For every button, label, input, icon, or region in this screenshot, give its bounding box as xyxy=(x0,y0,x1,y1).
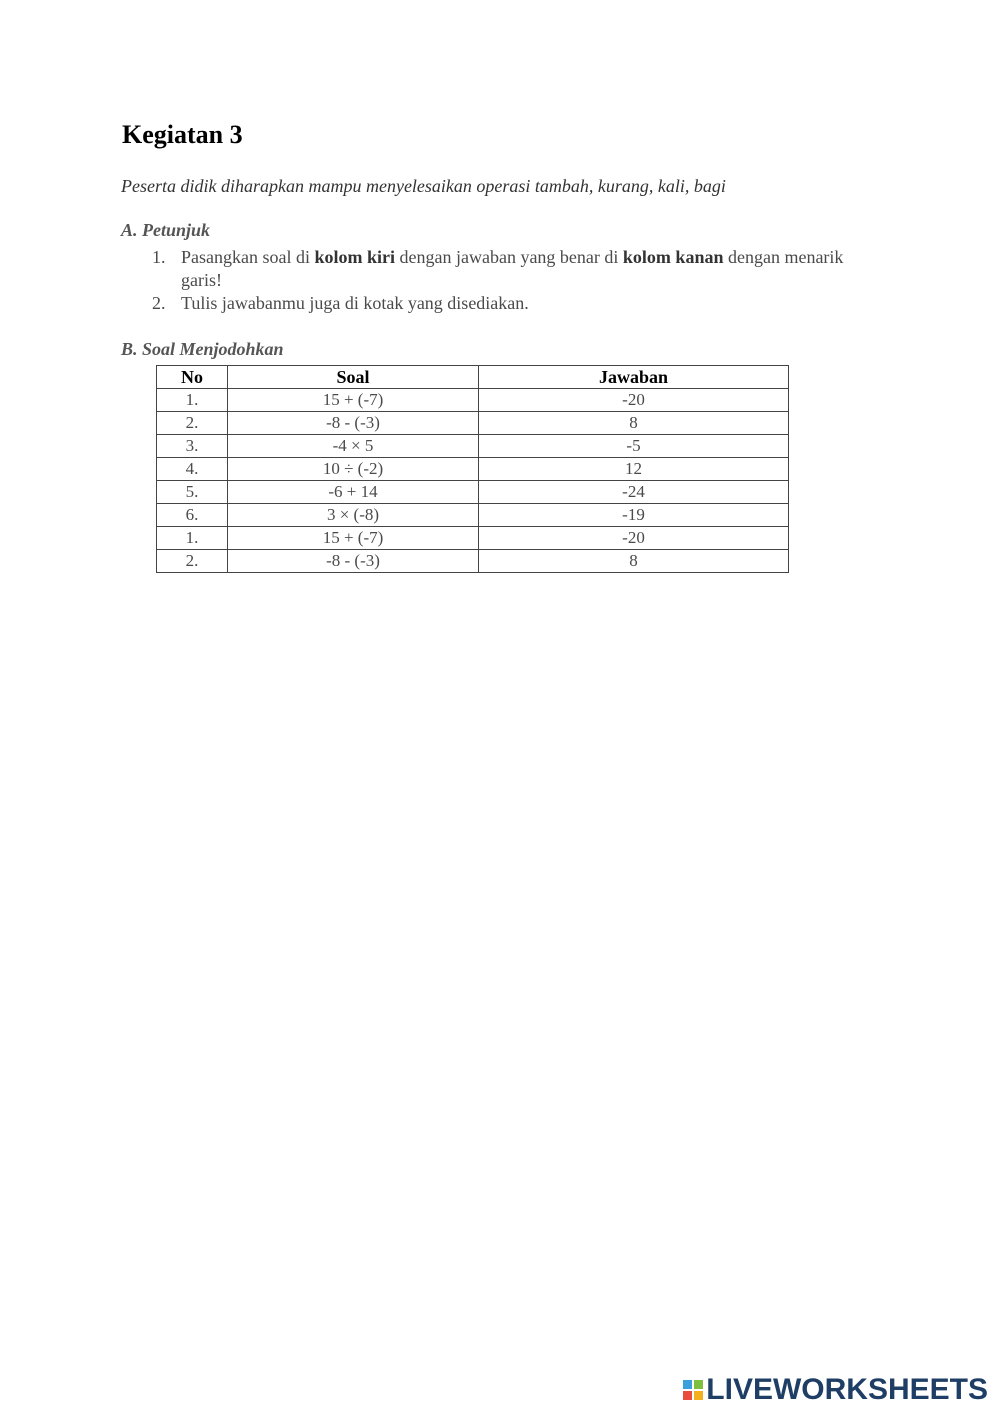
logo-square xyxy=(683,1391,692,1400)
instruction-text xyxy=(181,246,872,292)
logo-square xyxy=(683,1380,692,1389)
table-header-row xyxy=(157,366,789,389)
question-cell[interactable]: -4 × 5 xyxy=(228,435,479,458)
header-soal: Soal xyxy=(228,366,479,389)
instruction-text-part: dengan menarik garis! xyxy=(181,247,844,290)
instruction-item xyxy=(152,292,872,315)
answer-cell[interactable]: -5 xyxy=(479,435,789,458)
instruction-item xyxy=(152,246,872,292)
section-b-heading: B. Soal Menjodohkan xyxy=(121,339,284,359)
table-row xyxy=(157,481,789,504)
question-cell[interactable]: 3 × (-8) xyxy=(228,504,479,527)
table-row xyxy=(157,527,789,550)
logo-square xyxy=(694,1391,703,1400)
row-number: 6. xyxy=(157,504,228,527)
instruction-text: Tulis jawabanmu juga di kotak yang disediakan. xyxy=(181,293,529,313)
liveworksheets-logo-icon xyxy=(683,1380,703,1400)
row-number: 1. xyxy=(157,527,228,550)
row-number: 3. xyxy=(157,435,228,458)
instruction-text-part: Pasangkan soal di xyxy=(181,247,315,267)
matching-table xyxy=(156,365,789,573)
intro-text: Peserta didik diharapkan mampu menyelesaikan operasi tambah, kurang, kali, bagi xyxy=(121,176,726,196)
answer-cell[interactable]: 12 xyxy=(479,458,789,481)
instruction-bold-right-column: kolom kanan xyxy=(622,247,724,267)
instruction-bold-left-column: kolom kiri xyxy=(314,247,395,267)
instruction-number: 2. xyxy=(152,293,166,313)
answer-cell[interactable]: 8 xyxy=(479,412,789,435)
row-number: 5. xyxy=(157,481,228,504)
table-row xyxy=(157,550,789,573)
answer-cell[interactable]: -20 xyxy=(479,527,789,550)
row-number: 2. xyxy=(157,550,228,573)
logo-square xyxy=(694,1380,703,1389)
row-number: 1. xyxy=(157,389,228,412)
answer-cell[interactable]: -24 xyxy=(479,481,789,504)
row-number: 2. xyxy=(157,412,228,435)
answer-cell[interactable]: 8 xyxy=(479,550,789,573)
page-title: Kegiatan 3 xyxy=(122,120,243,149)
question-cell[interactable]: -6 + 14 xyxy=(228,481,479,504)
instruction-number: 1. xyxy=(152,247,166,267)
question-cell[interactable]: 15 + (-7) xyxy=(228,527,479,550)
header-no: No xyxy=(157,366,228,389)
instructions-list xyxy=(152,246,872,315)
logo-text: LIVEWORKSHEETS xyxy=(706,1373,988,1406)
table-row xyxy=(157,504,789,527)
table-row xyxy=(157,412,789,435)
answer-cell[interactable]: -20 xyxy=(479,389,789,412)
section-a-heading: A. Petunjuk xyxy=(121,220,211,240)
question-cell[interactable]: -8 - (-3) xyxy=(228,550,479,573)
answer-cell[interactable]: -19 xyxy=(479,504,789,527)
header-jawaban: Jawaban xyxy=(479,366,789,389)
table-row xyxy=(157,458,789,481)
question-cell[interactable]: -8 - (-3) xyxy=(228,412,479,435)
instruction-text-part: dengan jawaban yang benar di xyxy=(395,247,623,267)
table-row xyxy=(157,435,789,458)
table-row xyxy=(157,389,789,412)
question-cell[interactable]: 10 ÷ (-2) xyxy=(228,458,479,481)
question-cell[interactable]: 15 + (-7) xyxy=(228,389,479,412)
liveworksheets-logo xyxy=(683,1373,988,1407)
row-number: 4. xyxy=(157,458,228,481)
